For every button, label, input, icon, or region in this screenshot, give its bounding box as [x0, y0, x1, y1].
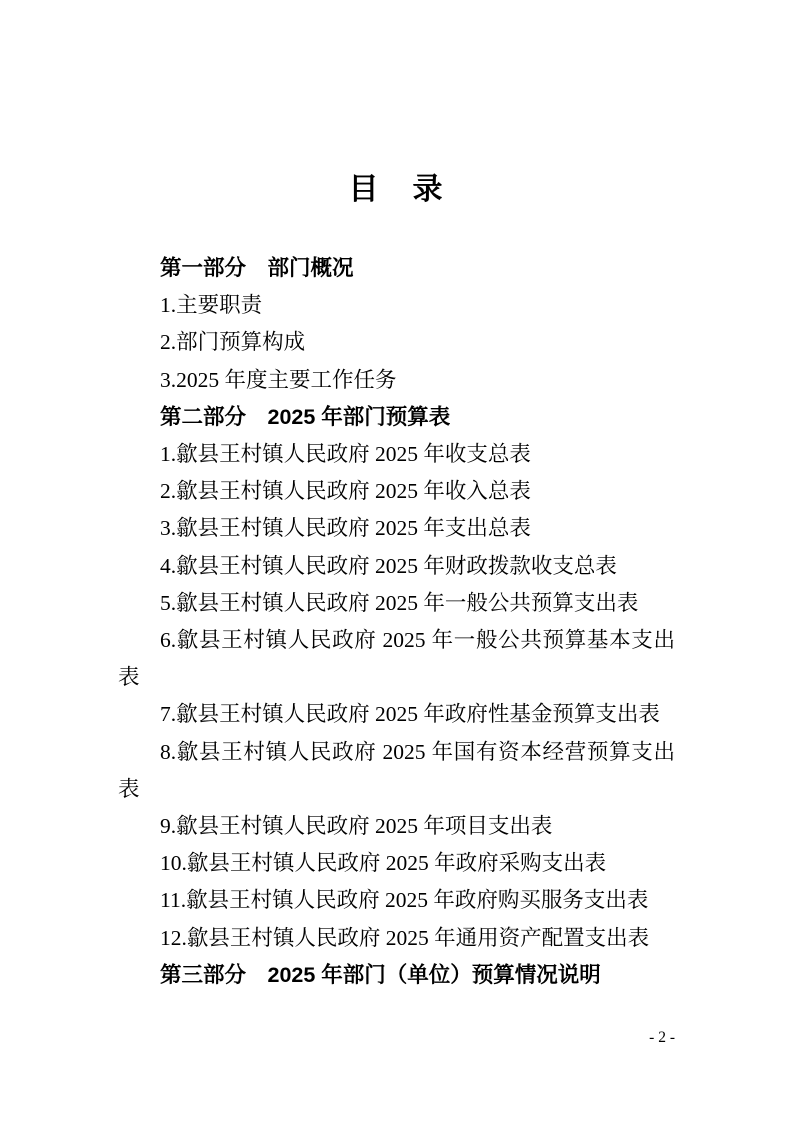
toc-entry: 1.歙县王村镇人民政府 2025 年收支总表 [160, 442, 531, 467]
table-of-contents [118, 250, 675, 994]
toc-section-3-heading: 第三部分 2025 年部门（单位）预算情况说明 [160, 962, 601, 987]
toc-entry: 9.歙县王村镇人民政府 2025 年项目支出表 [160, 814, 553, 839]
toc-entry: 4.歙县王村镇人民政府 2025 年财政拨款收支总表 [160, 553, 617, 578]
toc-entry: 7.歙县王村镇人民政府 2025 年政府性基金预算支出表 [160, 702, 660, 727]
toc-section-2-heading: 第二部分 2025 年部门预算表 [160, 404, 451, 429]
toc-entry: 3.歙县王村镇人民政府 2025 年支出总表 [160, 516, 531, 541]
toc-entry: 2.部门预算构成 [160, 330, 306, 355]
toc-entry: 5.歙县王村镇人民政府 2025 年一般公共预算支出表 [160, 590, 639, 615]
toc-entry: 8.歙县王村镇人民政府 2025 年国有资本经营预算支出表 [118, 739, 675, 801]
toc-entry: 1.主要职责 [160, 293, 263, 318]
toc-entry: 10.歙县王村镇人民政府 2025 年政府采购支出表 [160, 851, 607, 876]
page-footer [118, 1028, 675, 1048]
toc-entry: 12.歙县王村镇人民政府 2025 年通用资产配置支出表 [160, 925, 650, 950]
toc-entry: 2.歙县王村镇人民政府 2025 年收入总表 [160, 479, 531, 504]
page-content [118, 170, 675, 994]
toc-entry: 11.歙县王村镇人民政府 2025 年政府购买服务支出表 [160, 888, 649, 913]
toc-entry: 6.歙县王村镇人民政府 2025 年一般公共预算基本支出表 [118, 628, 675, 690]
page-title: 目 录 [348, 173, 445, 206]
page-number: - 2 - [649, 1029, 675, 1046]
toc-entry: 3.2025 年度主要工作任务 [160, 367, 397, 392]
toc-section-1-heading: 第一部分 部门概况 [160, 256, 354, 280]
